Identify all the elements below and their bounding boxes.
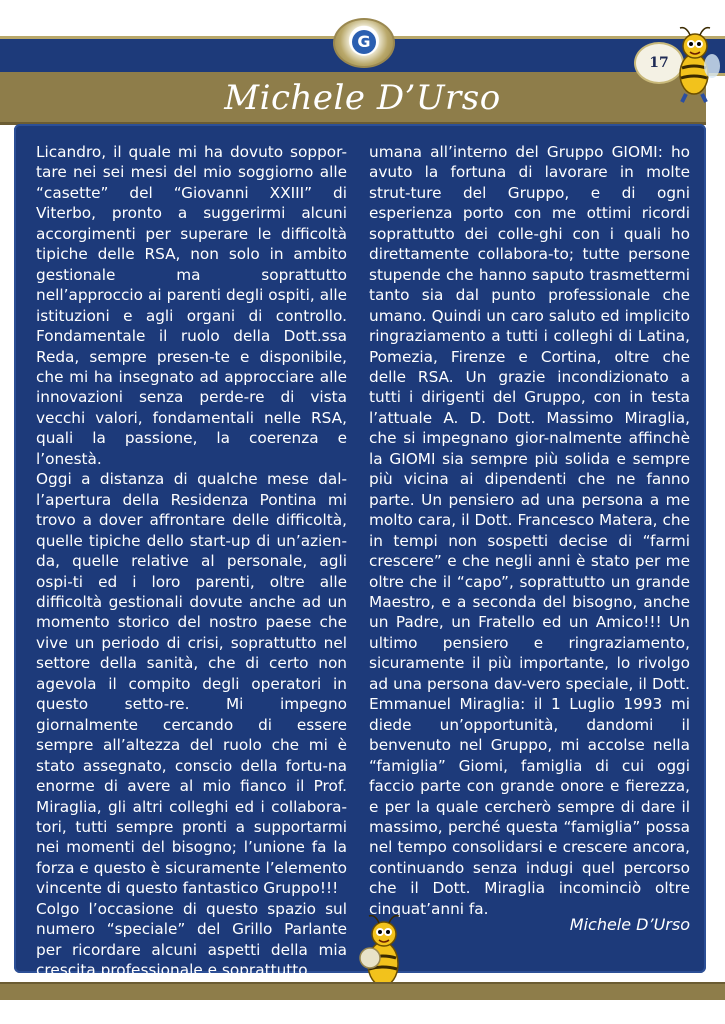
- page-number: 17: [634, 42, 684, 84]
- author-signature: Michele D’Urso: [569, 915, 690, 934]
- page-title: Michele D’Urso: [224, 78, 501, 118]
- paragraph: umana all’interno del Gruppo GIOMI: ho avuto la fortuna di lavorare in molte strut-ture del Gruppo, e di ogni esperienza porto con me ottimi ricordi soprattutto dei colle-ghi con i quali ho direttamente collabora-to; tutte persone stupende che hanno saputo trasmettermi tanto sia dal punto professionale che umano. Quindi un caro saluto ed implicito ringraziamento a tutti i colleghi di Latina, Pomezia, Firenze e Cortina, oltre che delle RSA. Un grazie incondizionato a tutti i dirigenti del Gruppo, con in testa l’attuale A. D. Dott. Massimo Miraglia, che si impegnano gior-nalmente affinchè la GIOMI sia sempre più solida e sempre più vicina ai dipendenti che ne fanno parte. Un pensiero ad una persona a me molto cara, il Dott. Francesco Matera, che in tempi non sospetti decise di “farmi crescere” e che negli anni è stato per me oltre che il “capo”, soprattutto un grande Maestro, e a seconda del bisogno, anche un Padre, un Fratello ed un Amico!!! Un ultimo pensiero e ringraziamento, sicuramente il più importante, lo rivolgo ad una persona dav-vero speciale, il Dott. Emmanuel Miraglia: il 1 Luglio 1993 mi diede un’opportunità, dandomi il benvenuto nel Gruppo, mi accolse nella “famiglia” Giomi, famiglia di cui oggi faccio parte con grande onore e fierezza, e per la quale cercherò sempre di dare il massimo, perché questa “famiglia” possa nel tempo consolidarsi e crescere ancora, continuando senza indugi quel percorso che il Dott. Miraglia incominciò oltre cinquat’anni fa.: [369, 143, 690, 918]
- paragraph: Oggi a distanza di qualche mese dal-l’apertura della Residenza Pontina mi trovo a dover affrontare delle difficoltà, quelle tipiche dello start-up di un’azien-da, quelle relative al personale, agli ospi-ti ed i loro parenti, oltre alle difficoltà gestionali dovute anche ad un momento storico del nostro paese che vive un periodo di crisi, soprattutto nel settore della sanità, che di certo non agevola il compito degli operatori in questo setto-re. Mi impegno giornalmente cercando di essere sempre all’altezza del ruolo che mi è stato assegnato, conscio della fortu-na enorme di avere al mio fianco il Prof. Miraglia, gli altri colleghi ed i collabora-tori, tutti sempre pronti a supportarmi nei momenti del bisogno; l’unione fa la forza e questo è sicuramente l’elemento vincente di questo fantastico Gruppo!!!: [36, 470, 347, 898]
- logo-letter: G: [352, 30, 376, 54]
- bee-mascot-icon: [668, 24, 722, 104]
- article-left-column: [36, 142, 347, 981]
- bottom-decorative-band: [0, 982, 725, 1000]
- article-right-column: [369, 142, 690, 919]
- paragraph: Colgo l’occasione di questo spazio sul numero “speciale” del Grillo Parlante per ricordare alcuni aspetti della mia crescita professionale e soprattutto: [36, 899, 347, 980]
- giomi-logo-icon: [333, 18, 395, 68]
- paragraph: Licandro, il quale mi ha dovuto soppor-tare nei sei mesi del mio soggiorno alle “casette” del “Giovanni XXIII” di Viterbo, pronto a suggerirmi alcuni accorgimenti per superare le difficoltà tipiche delle RSA, non solo in ambito gestionale ma soprattutto nell’approccio ai parenti degli ospiti, alle istituzioni e agli organi di controllo. Fondamentale il ruolo della Dott.ssa Reda, sempre presen-te e disponibile, che mi ha insegnato ad approcciare alle innovazioni senza perde-re di vista vecchi valori, fondamentali nelle RSA, quali la passione, la coerenza e l’onestà.: [36, 143, 347, 468]
